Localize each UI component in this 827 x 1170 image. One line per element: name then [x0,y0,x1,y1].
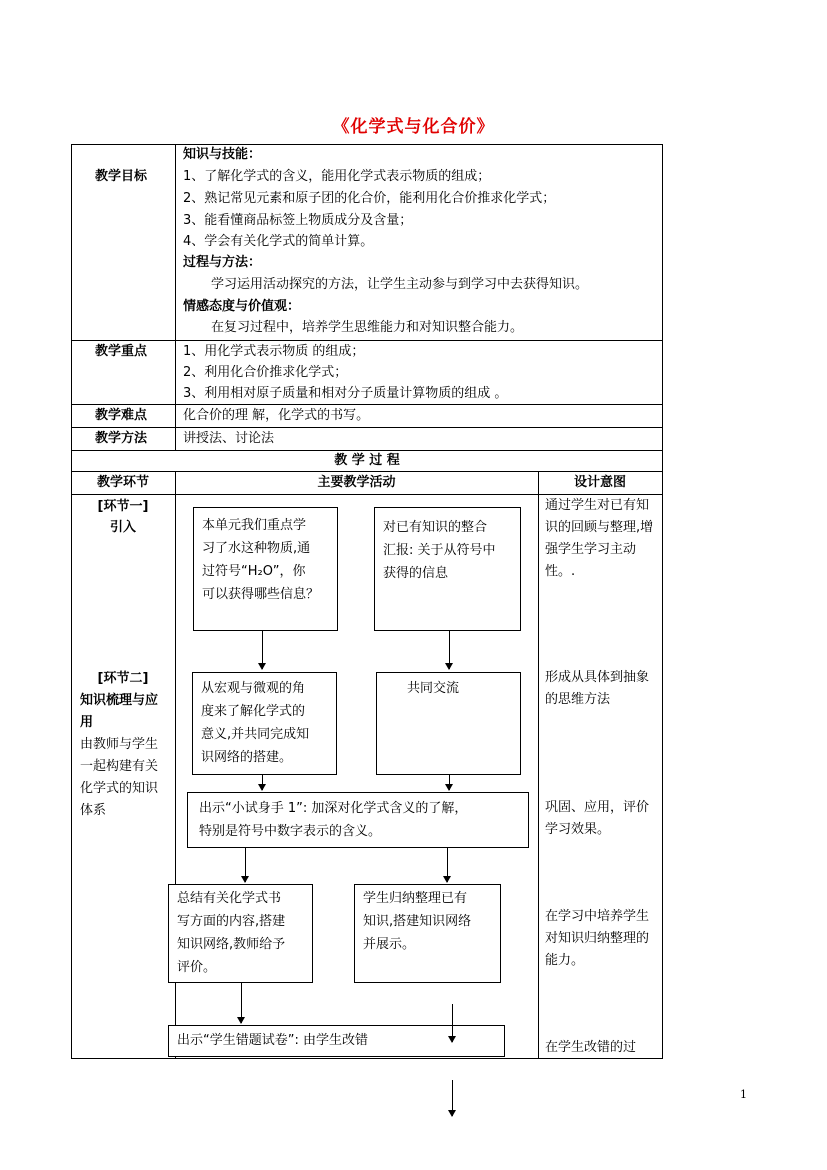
intent-text: 形成从具体到抽象的思维方法 [545,670,650,707]
process-text: 学习运用活动探究的方法，让学生主动参与到学习中去获得知识。 [211,277,589,292]
arrow-down-icon [447,848,448,882]
stage2-name: 用 [80,715,94,730]
stage2-desc: 由教师与学生 [80,737,159,752]
difficulty-label: 教学难点 [95,408,148,423]
intent-text: 巩固、应用，评价学习效果。 [545,800,650,837]
knowledge-item: 2、熟记常见元素和原子团的化合价，能利用化合价推求化学式； [183,191,556,206]
process-header: 教 学 过 程 [334,453,400,468]
stage2-desc: 一起构建有关 [80,759,159,774]
intent-text: 通过学生对已有知识的回顾与整理,增强学生学习主动性。. [545,498,654,579]
arrow-down-icon [452,1080,453,1116]
emotion-heading: 情感态度与价值观： [183,299,301,314]
key-points-label: 教学重点 [95,344,148,359]
knowledge-heading: 知识与技能： [183,147,262,162]
key-point-item: 1、用化学式表示物质 的组成； [183,344,365,359]
flow-box-practice: 出示“小试身手 1”: 加深对化学式含义的了解， 特别是符号中数字表示的含义。 [187,792,529,848]
page-number: 1 [740,1088,747,1101]
stage2-title: [环节二] [97,671,149,686]
flow-box-organize: 学生归纳整理已有 知识,搭建知识网络 并展示。 [354,884,501,983]
knowledge-item: 4、学会有关化学式的简单计算。 [183,234,374,249]
difficulty-text: 化合价的理 解，化学式的书写。 [183,408,370,423]
arrow-down-icon [452,1004,453,1042]
key-point-item: 2、利用化合价推求化学式； [183,365,348,380]
arrow-down-icon [241,983,242,1023]
knowledge-item: 3、能看懂商品标签上物质成分及含量； [183,213,413,228]
method-text: 讲授法、讨论法 [183,431,275,446]
arrow-down-icon [449,775,450,790]
column-header-intent: 设计意图 [573,475,626,490]
process-heading: 过程与方法： [183,255,262,270]
knowledge-item: 1、了解化学式的含义，能用化学式表示物质的组成； [183,169,491,184]
column-header-stage: 教学环节 [96,475,149,490]
flow-box-question: 本单元我们重点学 习了水这种物质,通 过符号“H₂O”，你 可以获得哪些信息？ [193,507,338,631]
intent-text: 在学习中培养学生对知识归纳整理的能力。 [545,909,650,968]
page-title: 《化学式与化合价》 [332,117,495,137]
arrow-down-icon [262,631,263,669]
emotion-text: 在复习过程中，培养学生思维能力和对知识整合能力。 [211,320,524,335]
stage2-desc: 体系 [80,803,107,818]
flow-box-report: 对已有知识的整合 汇报: 关于从符号中 获得的信息 [374,507,521,631]
intent-text: 在学生改错的过 [545,1040,637,1055]
arrow-down-icon [245,848,246,882]
arrow-down-icon [449,631,450,669]
stage1-title: [环节一] [97,499,149,514]
key-point-item: 3、利用相对原子质量和相对分子质量计算物质的组成 。 [183,386,508,401]
stage1-name: 引入 [109,520,136,535]
stage2-desc: 化学式的知识 [80,781,159,796]
arrow-down-icon [262,775,263,790]
flow-box-summary: 总结有关化学式书 写方面的内容,搭建 知识网络,教师给予 评价。 [168,884,313,983]
column-header-activity: 主要教学活动 [317,475,396,490]
flow-box-mistakes: 出示“学生错题试卷”: 由学生改错 [168,1025,505,1057]
flow-box-exchange: 共同交流 [376,672,521,775]
objectives-label: 教学目标 [95,169,148,184]
flow-box-meaning: 从宏观与微观的角 度来了解化学式的 意义,并共同完成知 识网络的搭建。 [192,672,337,775]
method-label: 教学方法 [95,431,148,446]
stage2-name: 知识梳理与应 [80,693,159,708]
